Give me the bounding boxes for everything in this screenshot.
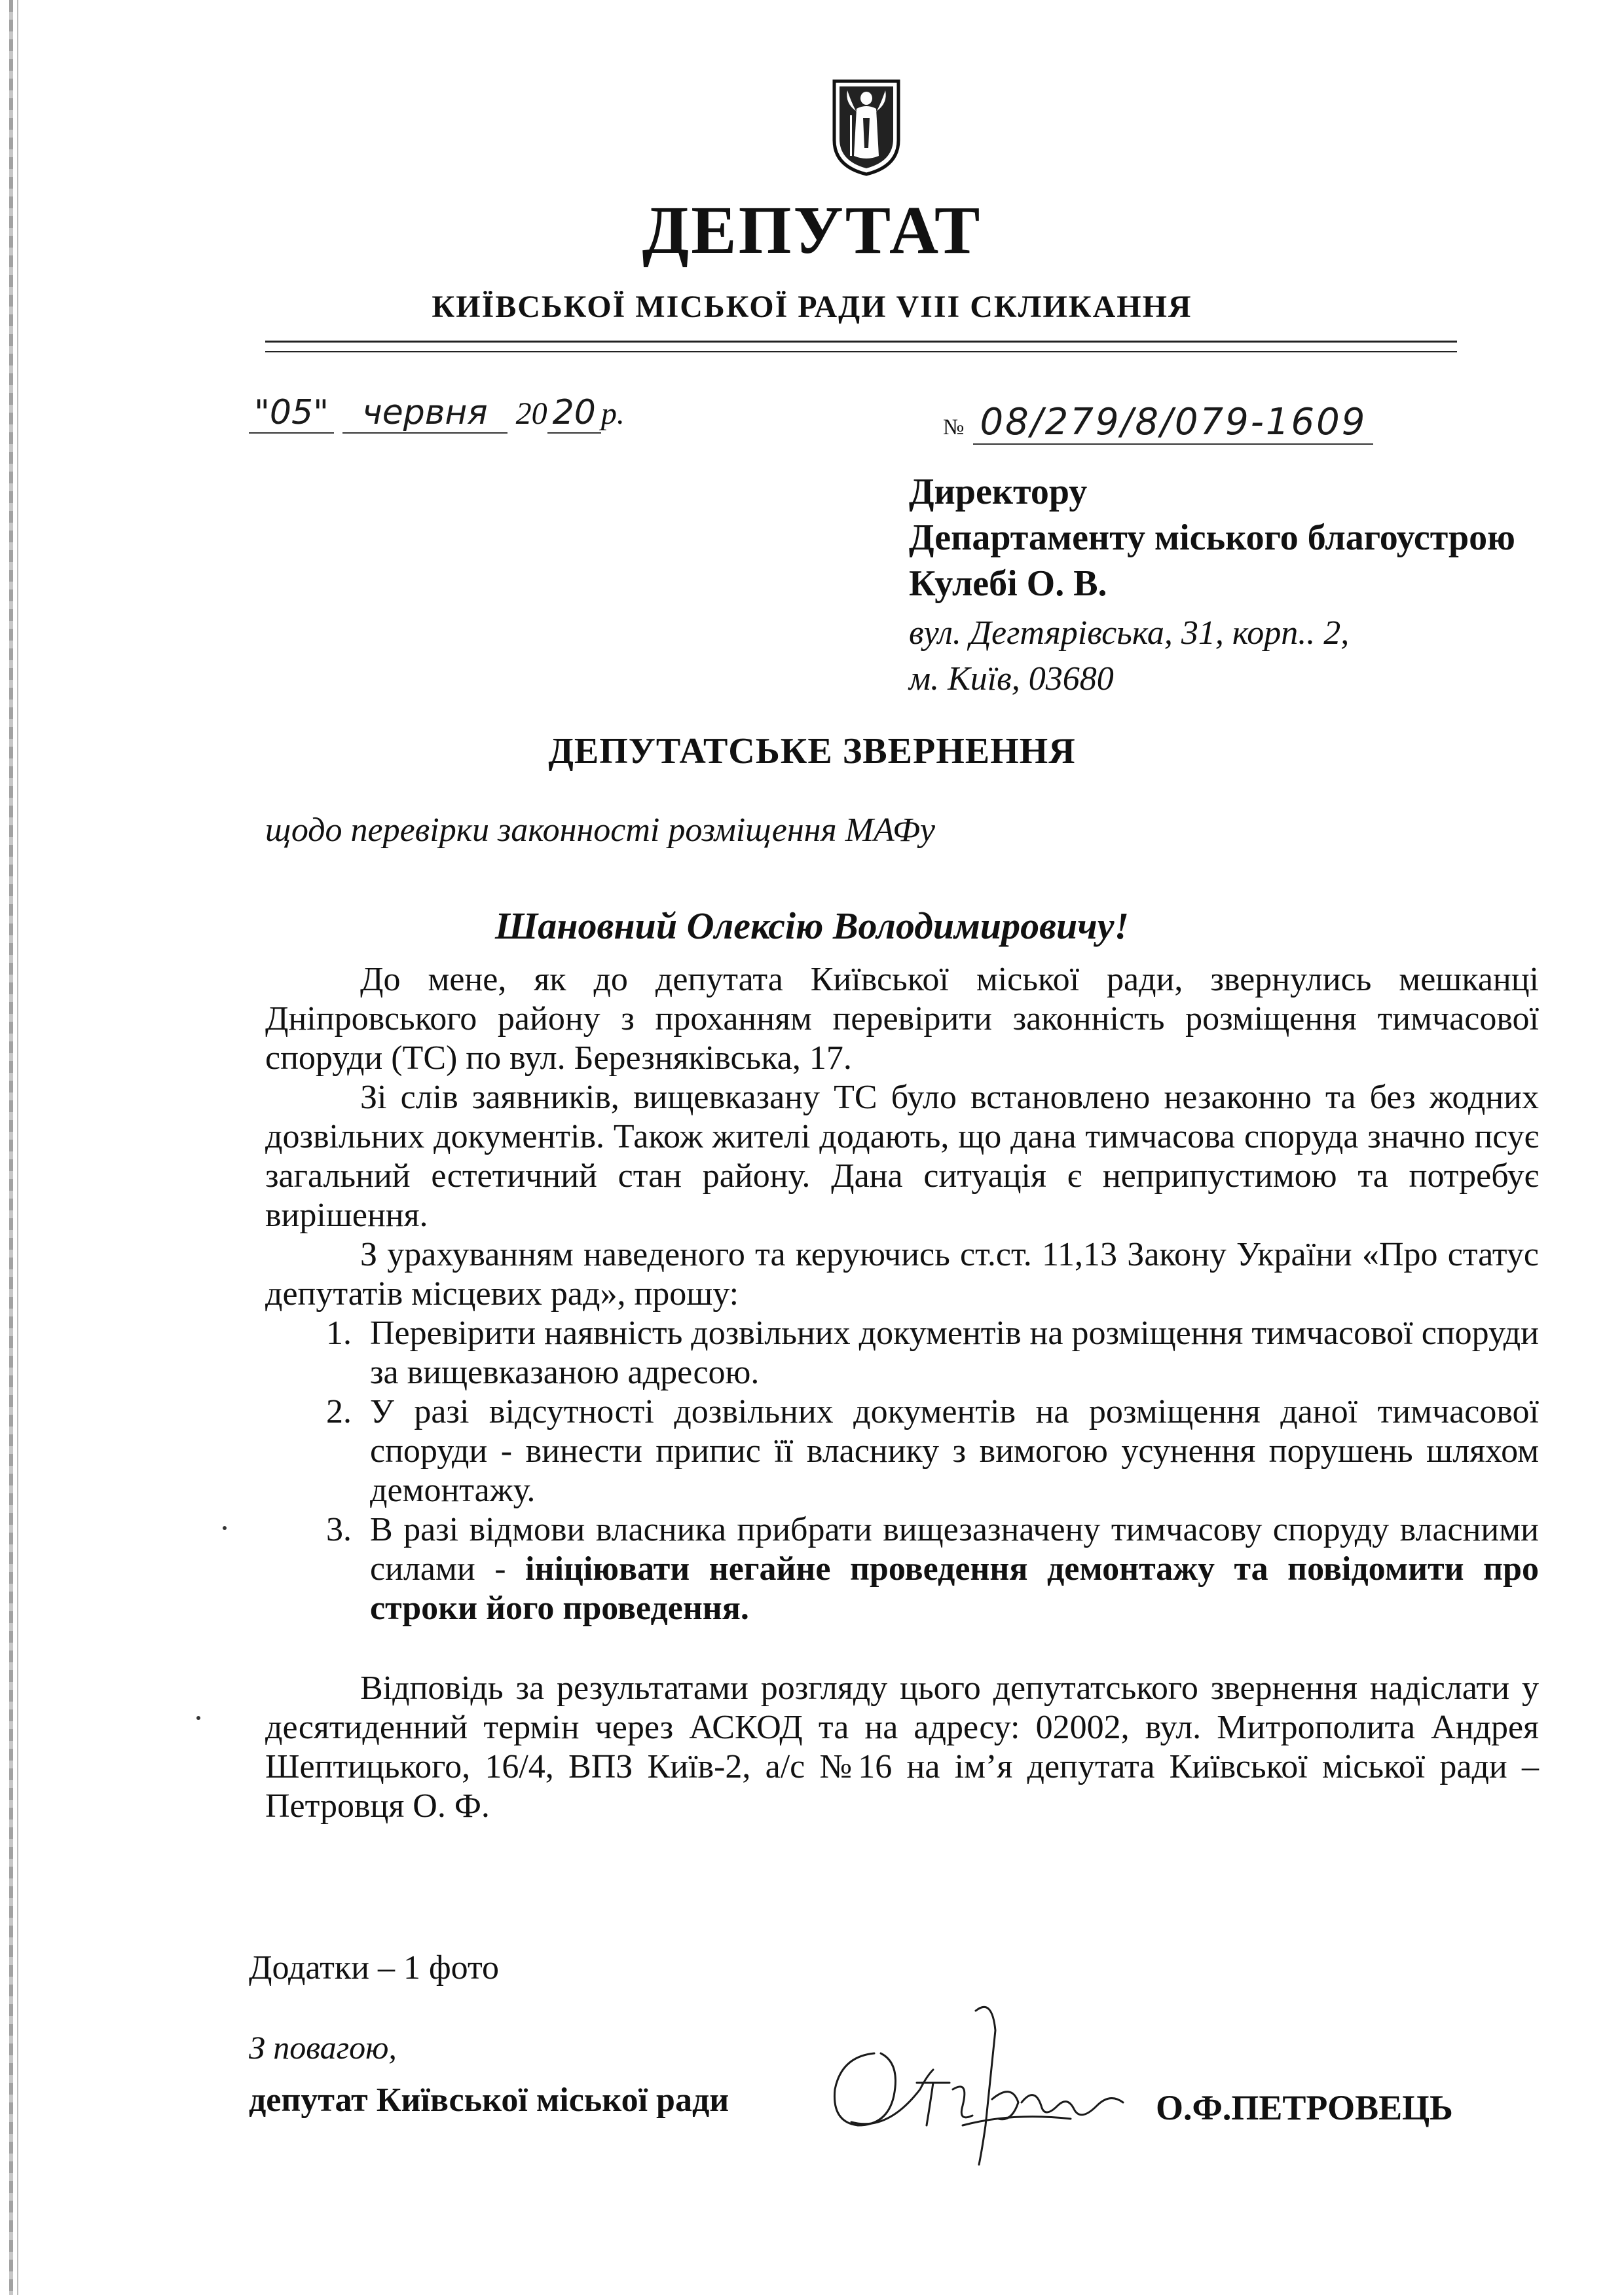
body-paragraph-2: Зі слів заявників, вищевказану ТС було встановлено незаконно та без жодних дозвільних документів. Також жителі додають, що дана тимчасова споруда значно псує загальний естетичний стан району. Дана ситуація є неприпустимою та потребує вирішення. [265,1079,1539,1234]
header-title: ДЕПУТАТ [642,193,982,268]
signer-name: О.Ф.ПЕТРОВЕЦЬ [1156,2088,1453,2127]
reg-number-value: 08/279/8/079-1609 [973,401,1373,445]
coat-of-arms-icon [830,77,902,177]
request-list [265,1314,1539,1628]
letter-body [265,960,1539,1826]
scan-speck [196,1716,200,1720]
reg-prefix: № [943,415,965,439]
document-title: ДЕПУТАТСЬКЕ ЗВЕРНЕННЯ [548,731,1076,772]
signer-role: депутат Київської міської ради [249,2081,729,2119]
request-item-1: 1. Перевірити наявність дозвільних документів на розміщення тимчасової споруди за вищевказаною адресою. [360,1314,1539,1392]
request-item-3-text: В разі відмови власника прибрати вищезазначену тимчасову споруду власними силами - [370,1511,1539,1588]
addressee-block [909,469,1515,702]
request-item-2: 2. У разі відсутності дозвільних документів на розміщення даної тимчасової споруди - винести припис її власнику з вимогою усунення порушень шляхом демонтажу. [360,1392,1539,1510]
date-year-suffix: 20 [547,393,601,434]
date-unit: р. [600,396,625,431]
document-date [249,393,625,432]
body-paragraph-3: З урахуванням наведеного та керуючись ст.ст. 11,13 Закону України «Про статус депутатів місцевих рад», прошу: [265,1236,1539,1313]
addressee-street: вул. Дегтярівська, 31, корп.. 2, [909,614,1350,652]
addressee-city: м. Київ, 03680 [909,660,1114,698]
addressee-name: Кулебі О. В. [909,563,1107,604]
date-day: "05" [249,393,334,434]
addressee-department: Департаменту міського благоустрою [909,517,1515,558]
attachments-note: Додатки – 1 фото [249,1949,500,1987]
header-rule [265,341,1457,343]
scan-edge-left [9,0,13,2295]
header-subtitle: КИЇВСЬКОЇ МІСЬКОЇ РАДИ VIII СКЛИКАННЯ [432,289,1192,324]
request-item-3-bold: ініціювати негайне проведення демонтажу та повідомити про строки його проведення. [370,1550,1539,1627]
scan-speck [223,1526,227,1530]
salutation: Шановний Олексію Володимировичу! [494,905,1130,947]
document-subject: щодо перевірки законності розміщення МАФу [265,812,935,849]
addressee-position: Директору [909,472,1088,512]
scan-edge-line [17,0,18,2295]
body-paragraph-1: До мене, як до депутата Київської міської ради, звернулись мешканці Дніпровського району з проханням перевірити законність розміщення тимчасової споруди (ТС) по вул. Березняківська, 17. [265,961,1539,1077]
answer-paragraph: Відповідь за результатами розгляду цього депутатського звернення надіслати у десятиденний термін через АСКОД та на адресу: 02002, вул. Митрополита Андрея Шептицького, 16/4, ВПЗ Київ-2, а/с №16 на ім’я депутата Київської міської ради – Петровця О. Ф. [265,1670,1539,1825]
date-year-prefix: 20 [515,396,547,431]
header-rule-thin [265,351,1457,352]
handwritten-signature [796,1991,1136,2168]
request-item-3 [360,1510,1539,1628]
registration-number [943,401,1373,443]
date-month: червня [342,393,507,434]
closing-regards: З повагою, [249,2029,397,2066]
